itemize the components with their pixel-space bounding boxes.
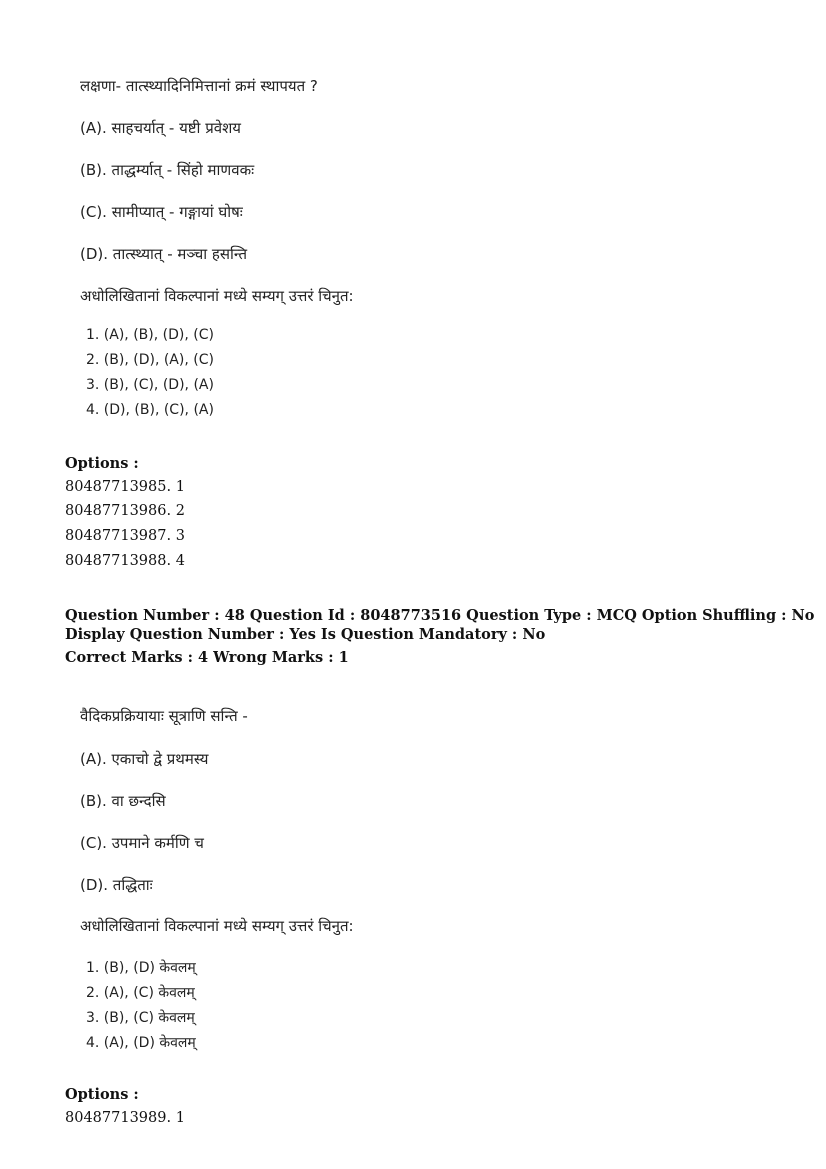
q48-instruction: अधोलिखितानां विकल्पानां मध्ये सम्यग् उत्तरं चिनुत: (80, 917, 354, 935)
q48-item-b: (B). वा छन्दसि (80, 792, 166, 810)
q48-choice-4: 4. (A), (D) केवलम् (86, 1035, 196, 1051)
q47-option-2: 80487713986. 2 (65, 503, 185, 519)
q47-choice-4: 4. (D), (B), (C), (A) (86, 402, 214, 418)
q47-instruction: अधोलिखितानां विकल्पानां मध्ये सम्यग् उत्तरं चिनुत: (80, 287, 354, 305)
q48-item-d: (D). तद्धिताः (80, 876, 153, 894)
q47-item-b: (B). ताद्धर्म्यात् - सिंहो माणवकः (80, 161, 255, 179)
q47-options-label: Options : (65, 455, 139, 472)
q48-item-c: (C). उपमाने कर्मणि च (80, 834, 204, 852)
q48-meta-line-3: Correct Marks : 4 Wrong Marks : 1 (65, 649, 349, 666)
q47-choice-3: 3. (B), (C), (D), (A) (86, 377, 214, 393)
q48-meta-line-2: Display Question Number : Yes Is Question Mandatory : No (65, 626, 546, 643)
q47-choice-2: 2. (B), (D), (A), (C) (86, 352, 214, 368)
q48-stem: वैदिकप्रक्रियायाः सूत्राणि सन्ति - (80, 707, 248, 725)
q47-stem: लक्षणा- तात्स्थ्यादिनिमित्तानां क्रमं स्थापयत ? (80, 77, 318, 95)
q48-option-1: 80487713989. 1 (65, 1110, 185, 1126)
q47-item-c: (C). सामीप्यात् - गङ्गायां घोषः (80, 203, 243, 221)
q47-option-1: 80487713985. 1 (65, 479, 185, 495)
q48-choice-1: 1. (B), (D) केवलम् (86, 960, 196, 976)
q48-item-a: (A). एकाचो द्वे प्रथमस्य (80, 750, 209, 768)
q48-options-label: Options : (65, 1086, 139, 1103)
q48-choice-2: 2. (A), (C) केवलम् (86, 985, 195, 1001)
q47-option-3: 80487713987. 3 (65, 528, 185, 544)
q47-choice-1: 1. (A), (B), (D), (C) (86, 327, 214, 343)
q48-choice-3: 3. (B), (C) केवलम् (86, 1010, 195, 1026)
q47-item-a: (A). साहचर्यात् - यष्टी प्रवेशय (80, 119, 241, 137)
q48-meta-line-1: Question Number : 48 Question Id : 8048773516 Question Type : MCQ Option Shuffling : No (65, 607, 815, 624)
q47-item-d: (D). तात्स्थ्यात् - मञ्चा हसन्ति (80, 245, 248, 263)
q47-option-4: 80487713988. 4 (65, 553, 185, 569)
